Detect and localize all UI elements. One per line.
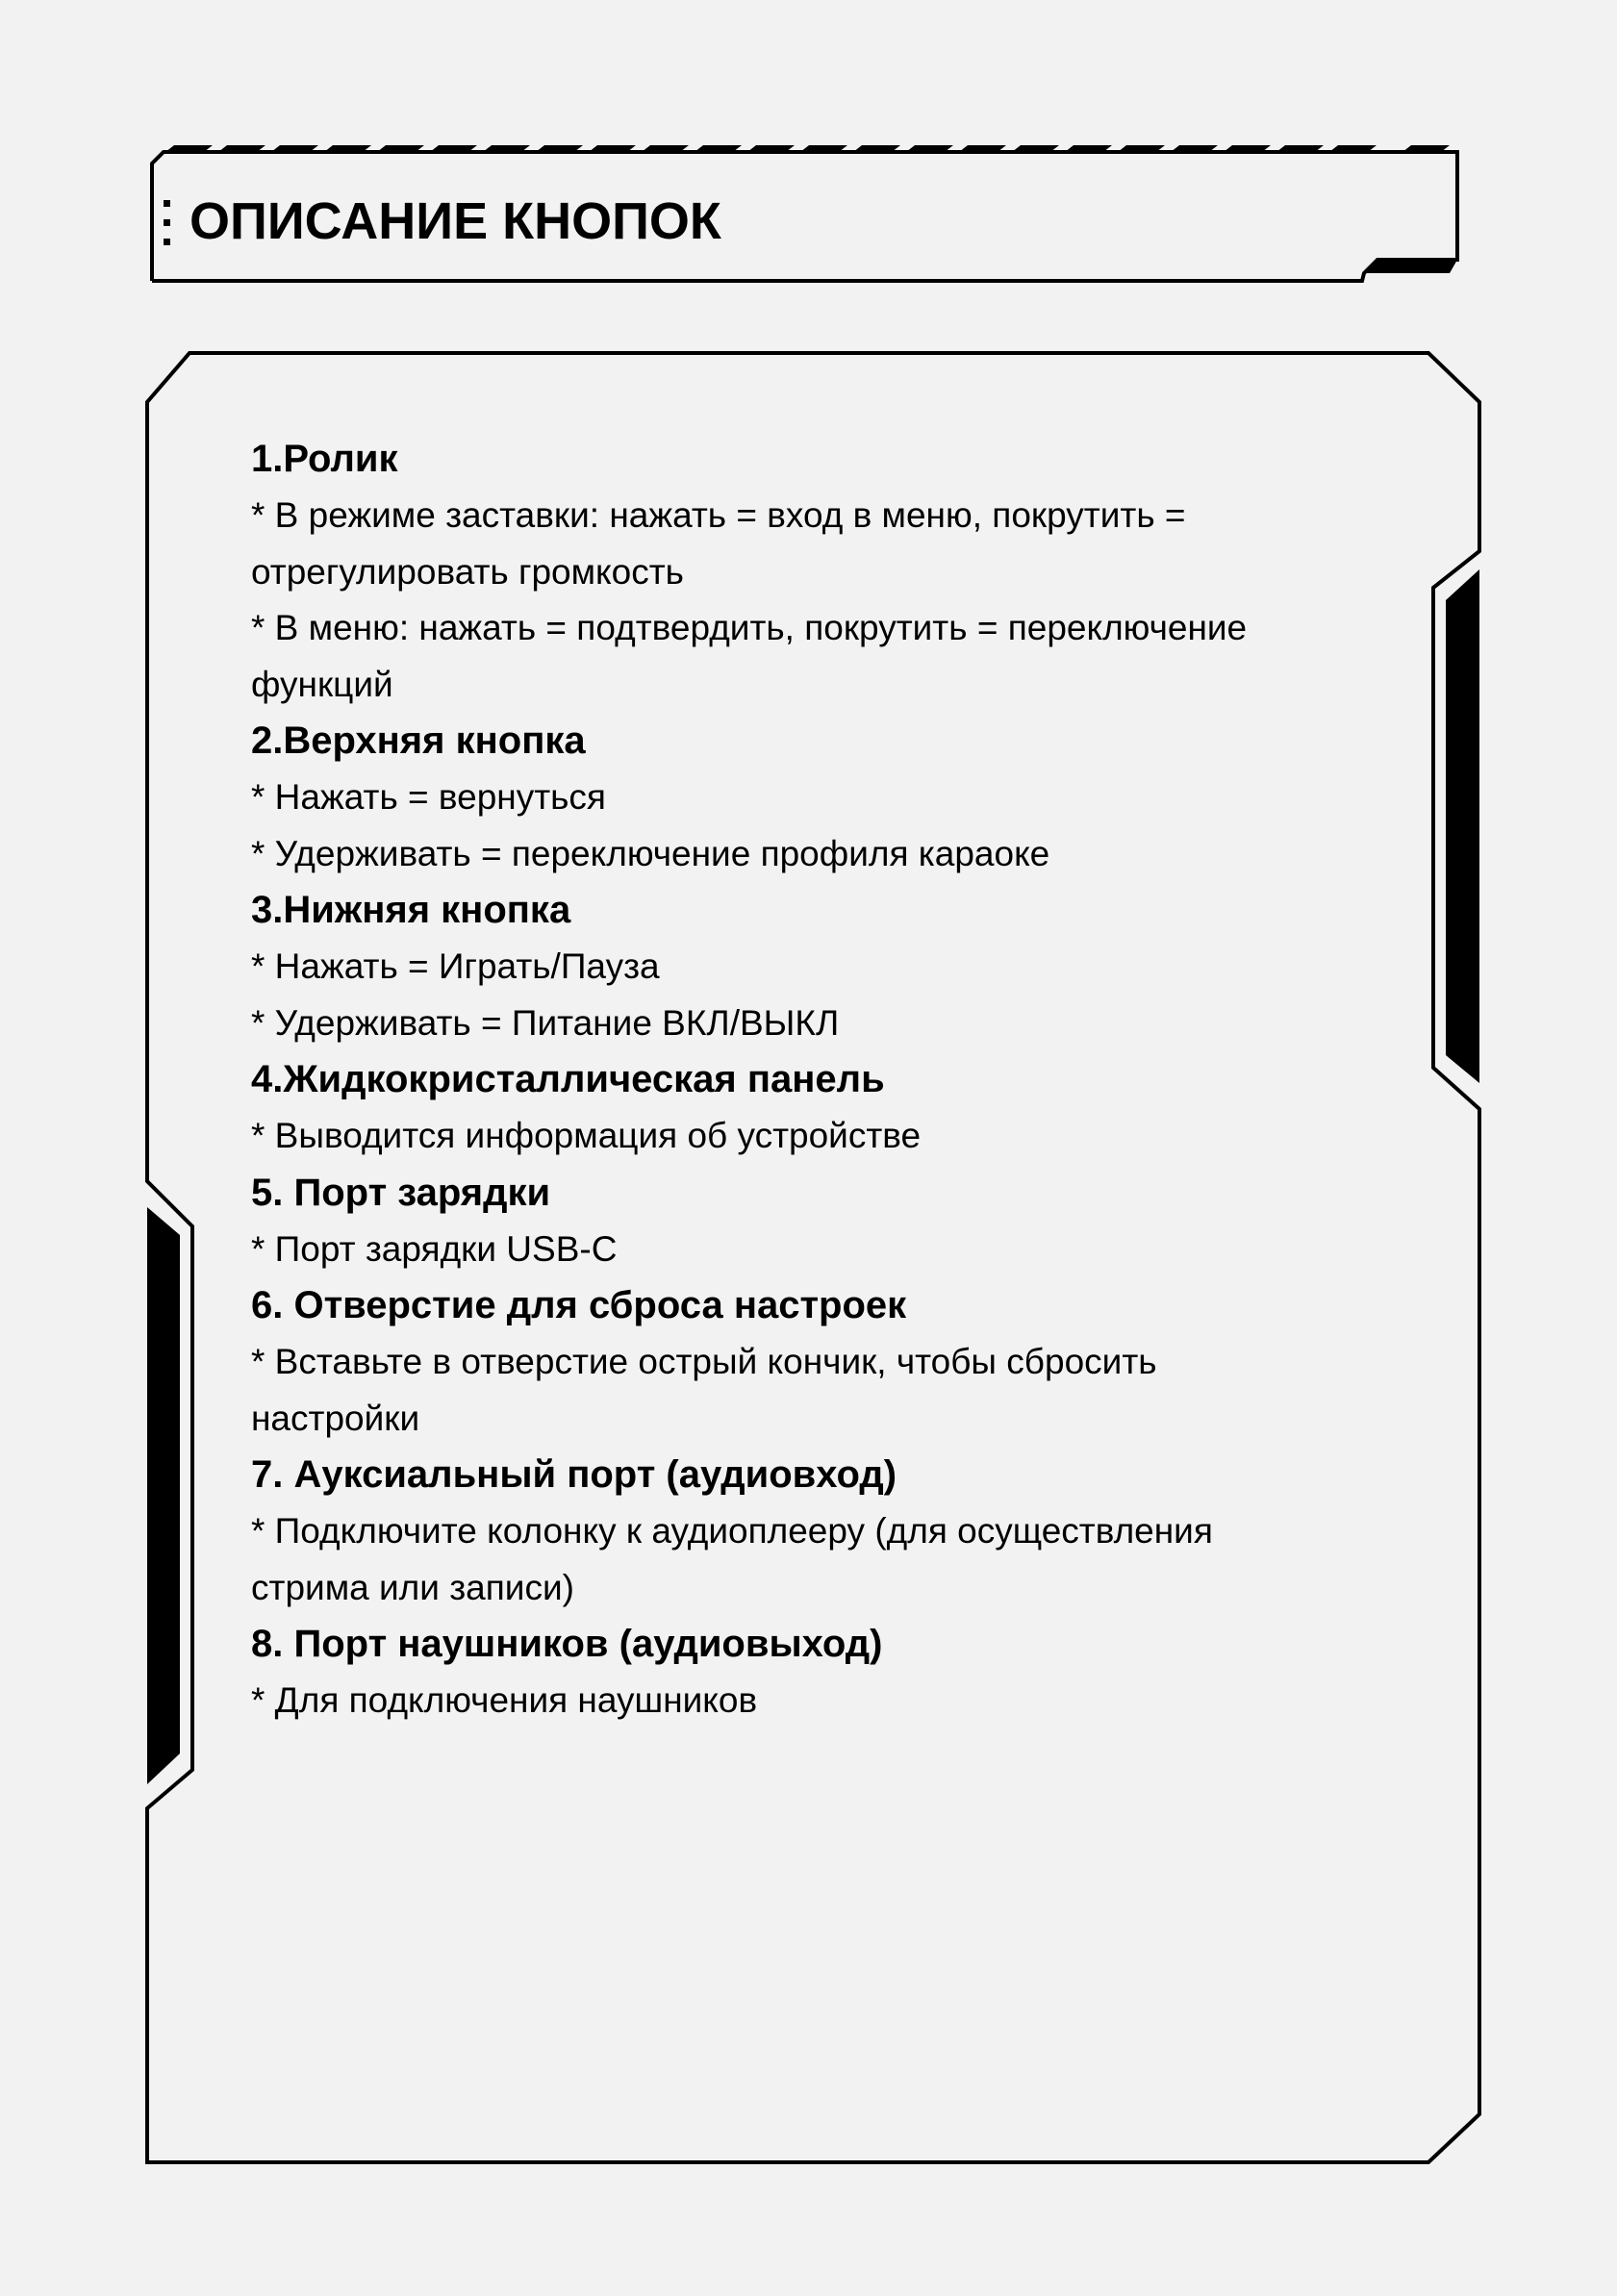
section-line: функций xyxy=(251,664,393,704)
section-title: 2.Верхняя кнопка xyxy=(251,719,586,762)
section-line: * В режиме заставки: нажать = вход в меню, покрутить = xyxy=(251,495,1186,535)
section-line: отрегулировать громкость xyxy=(251,551,684,592)
section-aux-port xyxy=(251,1447,1377,1616)
section-title: 3.Нижняя кнопка xyxy=(251,889,571,931)
section-bottom-button xyxy=(251,882,1377,1051)
header-dash-strip xyxy=(165,145,1450,152)
section-top-button xyxy=(251,713,1377,882)
section-lcd-panel xyxy=(251,1051,1377,1165)
section-headphone-port xyxy=(251,1616,1377,1729)
section-title: 4.Жидкокристаллическая панель xyxy=(251,1058,885,1100)
right-accent-bar xyxy=(1446,569,1479,1083)
section-line: * Нажать = вернуться xyxy=(251,777,606,817)
section-title: 8. Порт наушников (аудиовыход) xyxy=(251,1623,883,1665)
section-title: 6. Отверстие для сброса настроек xyxy=(251,1284,907,1326)
left-accent-bar xyxy=(147,1207,180,1784)
section-line: * Порт зарядки USB-C xyxy=(251,1228,618,1269)
section-line: * Удерживать = переключение профиля караоке xyxy=(251,833,1050,873)
section-line: * Нажать = Играть/Пауза xyxy=(251,946,660,986)
section-line: * Для подключения наушников xyxy=(251,1680,758,1720)
header-dots-icon xyxy=(164,200,170,245)
section-title: 7. Ауксиальный порт (аудиовход) xyxy=(251,1453,897,1496)
section-line: настройки xyxy=(251,1398,420,1438)
section-charging-port xyxy=(251,1165,1377,1278)
section-reset-hole xyxy=(251,1277,1377,1447)
section-line: * Удерживать = Питание ВКЛ/ВЫКЛ xyxy=(251,1002,840,1043)
section-title: 1.Ролик xyxy=(251,438,398,480)
button-description-list xyxy=(251,431,1377,1729)
section-line: стрима или записи) xyxy=(251,1567,574,1607)
page-title: ОПИСАНИЕ КНОПОК xyxy=(189,192,721,250)
section-line: * Вставьте в отверстие острый кончик, чтобы сбросить xyxy=(251,1342,1157,1381)
section-line: * Подключите колонку к аудиоплееру (для осуществления xyxy=(251,1511,1213,1551)
section-scroll-wheel xyxy=(251,431,1377,713)
section-line: * Выводится информация об устройстве xyxy=(251,1116,922,1155)
section-line: * В меню: нажать = подтвердить, покрутить = переключение xyxy=(251,608,1248,647)
section-title: 5. Порт зарядки xyxy=(251,1171,551,1214)
